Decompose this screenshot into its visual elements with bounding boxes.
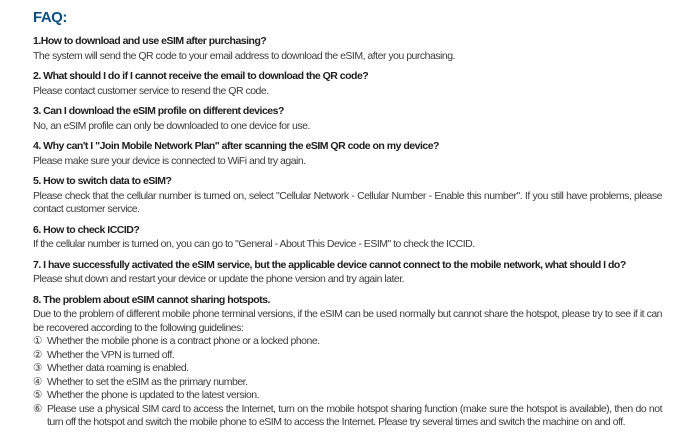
faq-question: 5. How to switch data to eSIM? xyxy=(33,175,172,187)
faq-item xyxy=(33,70,662,98)
guideline-text: Please use a physical SIM card to access the Internet, turn on the mobile hotspot sharing function (make sure the hotspot is available), then do not turn off the hotspot and switch the mobile phone to eSIM to access the Internet. Please try several times and switch the machine on and off. xyxy=(47,402,662,428)
faq-answer: The system will send the QR code to your email address to download the eSIM, after you purchasing. xyxy=(33,49,455,62)
faq-answer: Please shut down and restart your device or update the phone version and try again later. xyxy=(33,273,405,285)
faq-answer: Please check that the cellular number is turned on, select "Cellular Network - Cellular Number - Enable this number". If you still have problems, please contact customer service. xyxy=(33,189,662,215)
guideline-text: Whether the mobile phone is a contract phone or a locked phone. xyxy=(47,335,320,347)
page-title: FAQ: xyxy=(33,9,67,26)
guideline-text: Whether the VPN is turned off. xyxy=(47,348,175,361)
guideline-item xyxy=(33,376,662,390)
faq-item xyxy=(33,140,662,168)
faq-list xyxy=(33,35,662,430)
faq-item xyxy=(33,35,662,63)
guideline-item xyxy=(33,362,662,376)
faq-item xyxy=(33,224,662,252)
faq-question: 4. Why can't I "Join Mobile Network Plan" after scanning the eSIM QR code on my device? xyxy=(33,140,439,152)
guideline-item xyxy=(33,335,662,349)
guideline-item xyxy=(33,403,662,430)
circled-number-icon: ② xyxy=(33,348,43,361)
guideline-item xyxy=(33,349,662,363)
faq-answer: Please contact customer service to resend the QR code. xyxy=(33,84,269,97)
circled-number-icon: ⑥ xyxy=(33,402,43,415)
faq-answer: No, an eSIM profile can only be downloaded to one device for use. xyxy=(33,119,310,132)
guideline-text: Whether to set the eSIM as the primary number. xyxy=(47,375,248,388)
faq-question: 6. How to check ICCID? xyxy=(33,223,140,236)
faq-answer: Due to the problem of different mobile phone terminal versions, if the eSIM can be used normally but cannot share the hotspot, please try to see if it can be recovered according to the following guidelines: xyxy=(33,308,662,334)
guideline-text: Whether the phone is updated to the latest version. xyxy=(47,389,260,401)
faq-question: 8. The problem about eSIM cannot sharing hotspots. xyxy=(33,293,270,306)
faq-item xyxy=(33,259,662,287)
circled-number-icon: ④ xyxy=(33,375,43,388)
guideline-item xyxy=(33,389,662,403)
faq-item xyxy=(33,105,662,133)
circled-number-icon: ⑤ xyxy=(33,389,43,401)
circled-number-icon: ① xyxy=(33,335,43,347)
circled-number-icon: ③ xyxy=(33,362,43,374)
guideline-text: Whether data roaming is enabled. xyxy=(47,362,189,374)
faq-question: 1.How to download and use eSIM after purchasing? xyxy=(33,35,267,47)
faq-item xyxy=(33,294,662,430)
faq-question: 2. What should I do if I cannot receive the email to download the QR code? xyxy=(33,70,369,82)
faq-item xyxy=(33,175,662,217)
faq-answer: If the cellular number is turned on, you can go to "General - About This Device - ESIM" to check the ICCID. xyxy=(33,238,475,250)
faq-answer: Please make sure your device is connected to WiFi and try again. xyxy=(33,154,306,167)
faq-question: 3. Can I download the eSIM profile on different devices? xyxy=(33,105,284,117)
faq-question: 7. I have successfully activated the eSIM service, but the applicable device cannot connect to the mobile network, what should I do? xyxy=(33,258,626,271)
faq-guidelines xyxy=(33,335,662,430)
